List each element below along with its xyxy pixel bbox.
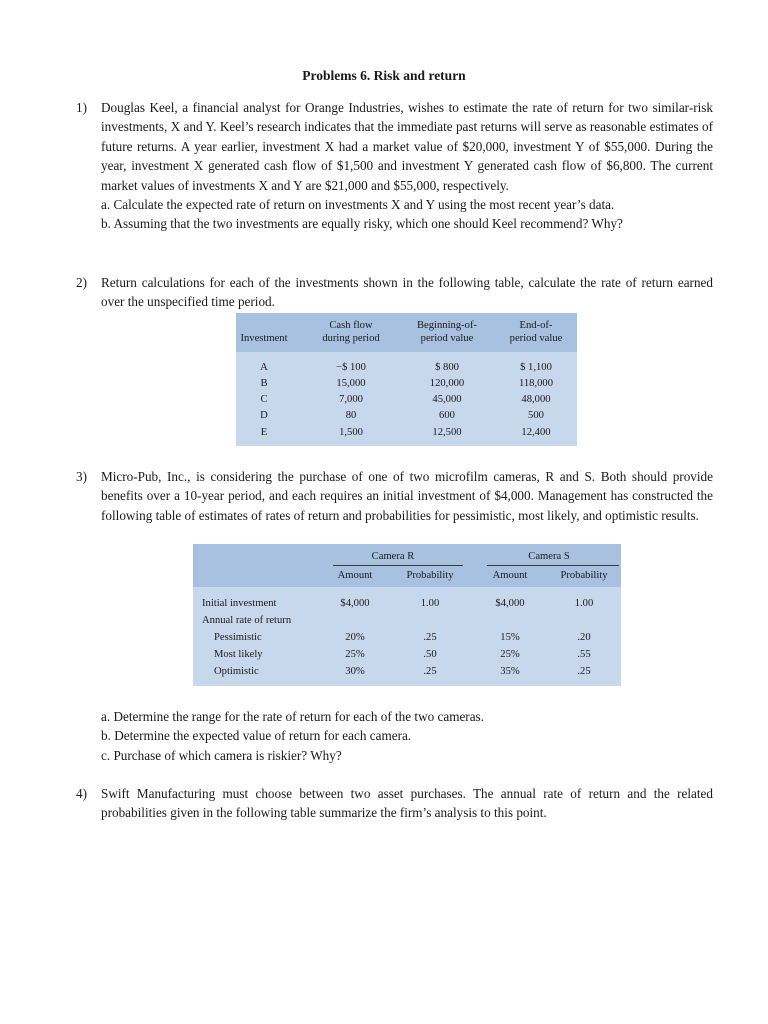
table-cell: 80 bbox=[345, 410, 357, 421]
group-underline bbox=[487, 565, 619, 566]
group-underline bbox=[333, 565, 463, 566]
table-cell: 1.00 bbox=[420, 598, 440, 609]
table-cell: 500 bbox=[528, 410, 544, 421]
camera-table bbox=[193, 544, 621, 686]
problem-3 bbox=[76, 467, 713, 525]
table-cell: .20 bbox=[577, 632, 591, 643]
table-cell: 15,000 bbox=[336, 378, 366, 389]
table-cell: 12,400 bbox=[521, 427, 551, 438]
problem-1 bbox=[76, 98, 713, 234]
question-b: b. Assuming that the two investments are equally risky, which one should Keel recommend? Why? bbox=[101, 216, 623, 232]
table-cell: 600 bbox=[439, 410, 455, 421]
table-cell: 30% bbox=[345, 666, 365, 677]
header-cash-flow: Cash flow bbox=[329, 320, 373, 331]
table-cell: 25% bbox=[345, 649, 365, 660]
table-cell: C bbox=[260, 394, 268, 405]
header-amount: Amount bbox=[337, 570, 373, 581]
header-amount: Amount bbox=[492, 570, 528, 581]
table-cell: 120,000 bbox=[429, 378, 465, 389]
problem-text: Douglas Keel, a financial analyst for Orange Industries, wishes to estimate the rate of return for two similar-risk investments, X and Y. Keel’s research indicates that the immediate past returns will serve as reasonable estimates of future returns. A year earlier, investment X had a market value of $20,000, investment Y of $55,000. During the year, investment X generated cash flow of $1,500 and investment Y generated cash flow of $6,800. The current market values of investments X and Y are $21,000 and $55,000, respectively. bbox=[101, 100, 713, 193]
table-cell: −$ 100 bbox=[336, 362, 366, 373]
header-cash-flow: during period bbox=[322, 333, 380, 344]
table-cell: $ 800 bbox=[435, 362, 459, 373]
question-a: a. Calculate the expected rate of return on investments X and Y using the most recent year’s data. bbox=[101, 197, 615, 213]
table-cell: $4,000 bbox=[340, 598, 370, 609]
row-label: Optimistic bbox=[214, 666, 259, 677]
problem-4 bbox=[76, 784, 713, 823]
table-cell: 48,000 bbox=[521, 394, 551, 405]
question-c: c. Purchase of which camera is riskier? Why? bbox=[101, 747, 342, 763]
table-cell: 1.00 bbox=[574, 598, 594, 609]
header-investment: Investment bbox=[240, 333, 288, 344]
table-cell: .55 bbox=[577, 649, 591, 660]
header-beginning-value: period value bbox=[420, 333, 474, 344]
table-cell: .50 bbox=[423, 649, 437, 660]
problem-number: 2) bbox=[76, 275, 87, 290]
problem-text: Return calculations for each of the investments shown in the following table, calculate the rate of return earned over the unspecified time period. bbox=[101, 275, 713, 310]
table-cell: .25 bbox=[423, 632, 437, 643]
header-end-value: period value bbox=[509, 333, 563, 344]
table-cell: $4,000 bbox=[495, 598, 525, 609]
table-cell: 35% bbox=[500, 666, 520, 677]
header-probability: Probability bbox=[560, 570, 608, 581]
table-cell: 118,000 bbox=[518, 378, 554, 389]
problem-3-questions bbox=[76, 707, 713, 765]
table-cell: B bbox=[260, 378, 268, 389]
problem-number: 4) bbox=[76, 786, 87, 801]
row-label: Most likely bbox=[214, 649, 263, 660]
table-cell: E bbox=[260, 427, 268, 438]
table-cell: 15% bbox=[500, 632, 520, 643]
table-cell: A bbox=[260, 362, 268, 373]
table-cell: 45,000 bbox=[432, 394, 462, 405]
question-b: b. Determine the expected value of return for each camera. bbox=[101, 728, 412, 744]
table-cell: .25 bbox=[577, 666, 591, 677]
table-cell: D bbox=[260, 410, 268, 421]
problem-number: 3) bbox=[76, 469, 87, 484]
page-title: Problems 6. Risk and return bbox=[302, 68, 466, 83]
table-cell: 1,500 bbox=[339, 427, 363, 438]
table-cell: 7,000 bbox=[339, 394, 363, 405]
table-cell: $ 1,100 bbox=[520, 362, 552, 373]
problem-number: 1) bbox=[76, 100, 87, 115]
table-cell: 20% bbox=[345, 632, 365, 643]
table-cell: .25 bbox=[423, 666, 437, 677]
table-cell: 25% bbox=[500, 649, 520, 660]
row-label: Pessimistic bbox=[214, 632, 262, 643]
problem-text: Micro-Pub, Inc., is considering the purchase of one of two microfilm cameras, R and S. Both should provide benefits over a 10-year period, and each requires an initial investment of $4,000. Management has constructed the following table of estimates of rates of return and probabilities for pessimistic, most likely, and optimistic results. bbox=[101, 469, 713, 523]
investment-table bbox=[236, 313, 577, 446]
problem-text: Swift Manufacturing must choose between two asset purchases. The annual rate of return and the related probabilities given in the following table summarize the firm’s analysis to this point. bbox=[101, 786, 713, 821]
problem-2 bbox=[76, 273, 713, 312]
table-cell: 12,500 bbox=[432, 427, 462, 438]
row-label: Initial investment bbox=[202, 598, 277, 609]
question-a: a. Determine the range for the rate of return for each of the two cameras. bbox=[101, 709, 484, 724]
header-end-value: End-of- bbox=[519, 320, 553, 331]
header-probability: Probability bbox=[406, 570, 454, 581]
group-header-camera-r: Camera R bbox=[371, 551, 415, 562]
header-beginning-value: Beginning-of- bbox=[416, 320, 478, 331]
group-header-camera-s: Camera S bbox=[528, 551, 570, 562]
row-label: Annual rate of return bbox=[202, 615, 292, 626]
